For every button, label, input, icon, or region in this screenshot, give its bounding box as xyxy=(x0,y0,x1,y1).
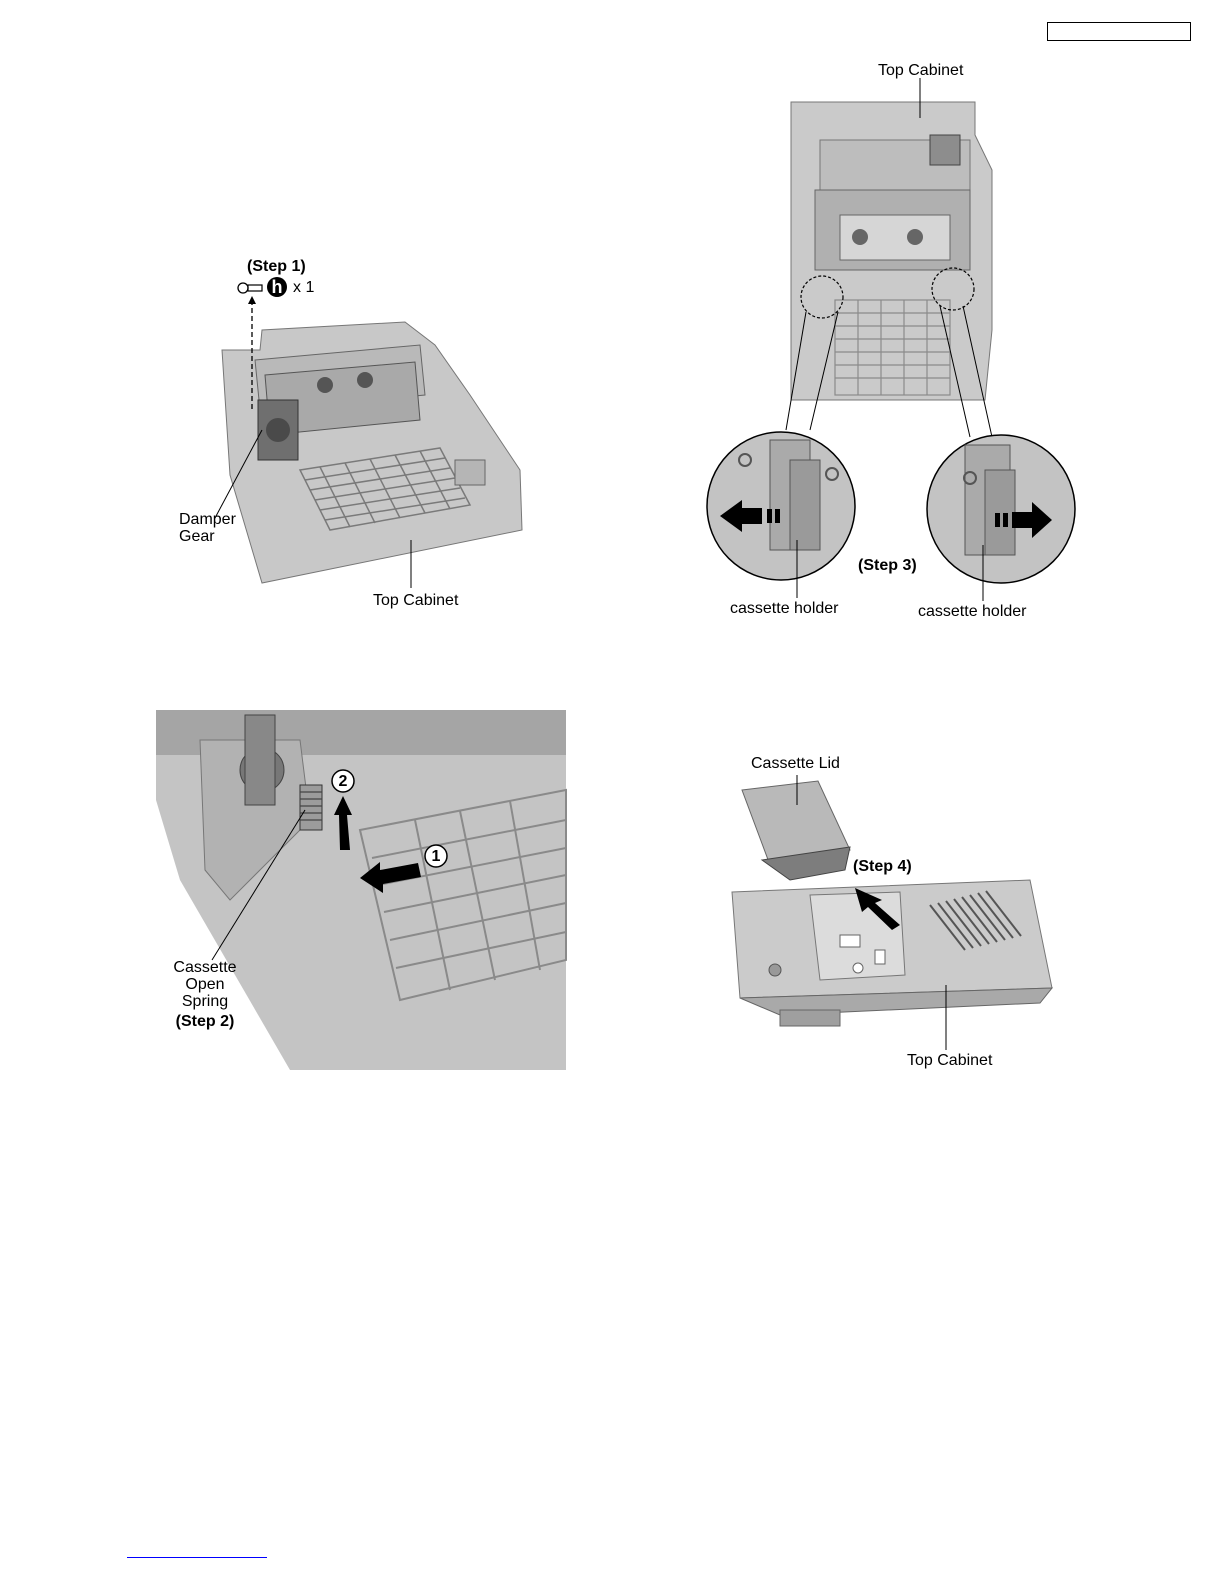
screw-code-letter: h xyxy=(271,277,283,297)
callout-1: 1 xyxy=(431,848,441,865)
spring-label-line1: Cassette xyxy=(173,959,237,976)
damper-gear-label-line2: Gear xyxy=(179,528,215,545)
spring-label-line3: Spring xyxy=(181,993,229,1010)
damper-gear-label-line1: Damper xyxy=(179,511,236,528)
fig3-step-label: (Step 2) xyxy=(175,1013,235,1030)
spring-label-line2: Open xyxy=(185,976,225,993)
screw-count: x 1 xyxy=(293,279,315,296)
footer-link-underline[interactable] xyxy=(127,1557,267,1558)
fig4-step-label: (Step 4) xyxy=(853,858,912,875)
fig4-top-cabinet-label: Top Cabinet xyxy=(907,1052,993,1069)
cassette-holder-left-label: cassette holder xyxy=(730,600,839,617)
fig2-top-cabinet-label: Top Cabinet xyxy=(878,62,964,79)
cassette-lid-label: Cassette Lid xyxy=(751,755,840,772)
fig2-step-label: (Step 3) xyxy=(858,557,917,574)
fig1-top-cabinet-label: Top Cabinet xyxy=(373,592,459,609)
cassette-holder-right-label: cassette holder xyxy=(918,603,1027,620)
fig1-step-label: (Step 1) xyxy=(247,258,306,275)
callout-2: 2 xyxy=(338,773,348,790)
